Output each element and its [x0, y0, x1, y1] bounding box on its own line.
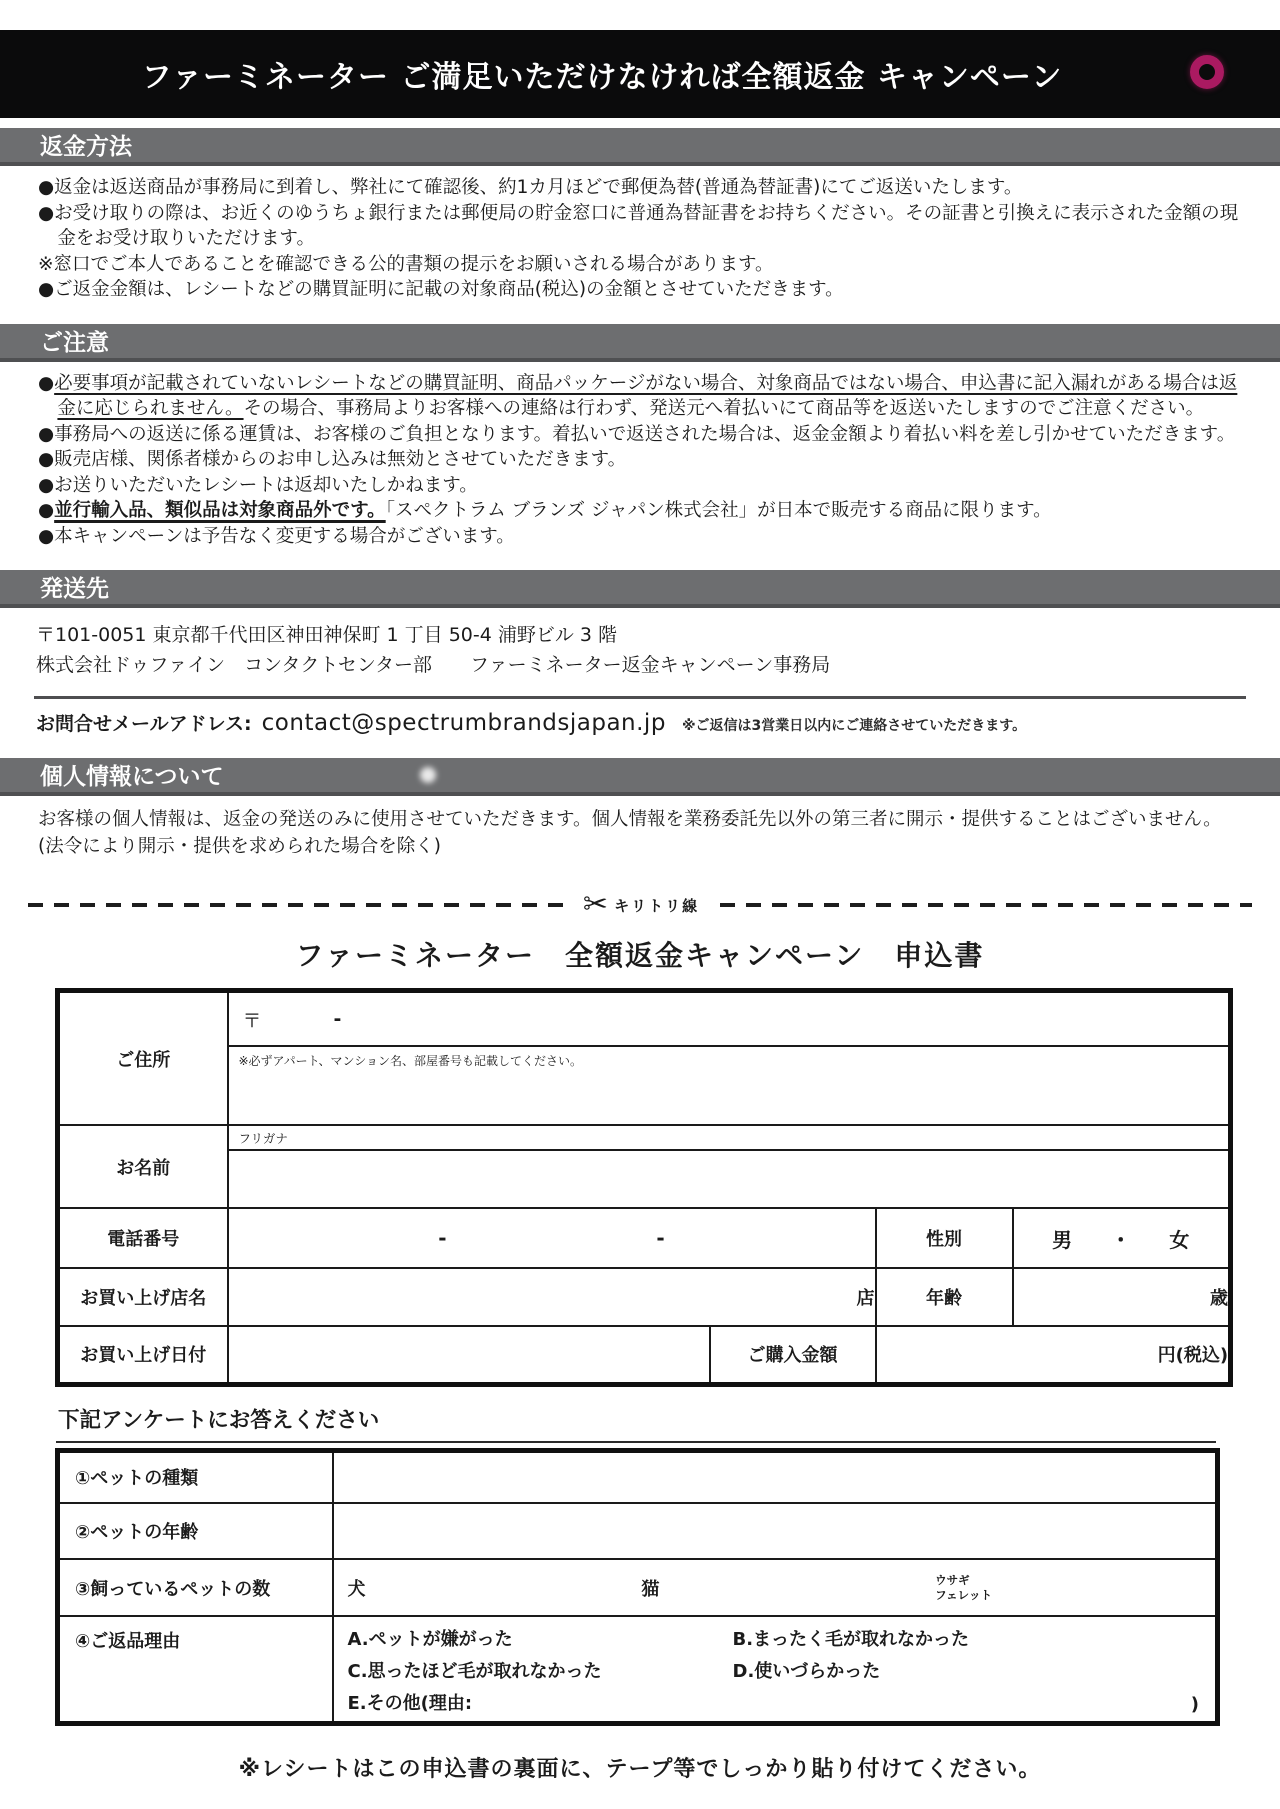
contact-email-address: contact@spectrumbrandsjapan.jp [261, 710, 666, 736]
contact-email-row [0, 699, 1280, 748]
amount-input-cell: 円(税込) [876, 1326, 1231, 1384]
caution-item: ●並行輸入品、類似品は対象商品外です。「スペクトラム ブランズ ジャパン株式会社」が日本で販売する商品に限ります。 [38, 500, 1052, 521]
bullet-icon: ● [38, 202, 55, 224]
bullet-icon: ● [38, 500, 55, 521]
reason-option-c: C.思ったほど毛が取れなかった [347, 1661, 602, 1682]
application-form-title: ファーミネーター 全額返金キャンペーン 申込書 [295, 939, 985, 972]
section-bar-shipping [0, 570, 1280, 608]
survey-heading: 下記アンケートにお答えください [56, 1401, 1216, 1443]
bullet-icon: ● [38, 474, 55, 496]
age-input-cell: 歳 [1013, 1268, 1231, 1326]
caution-item: ●販売店様、関係者様からのお申し込みは無効とさせていただきます。 [38, 449, 627, 470]
bullet-icon: ● [38, 372, 55, 394]
reason-option-a: A.ペットが嫌がった [347, 1629, 513, 1650]
campaign-title: ファーミネーター ご満足いただけなければ全額返金 キャンペーン [141, 60, 1063, 95]
refund-item: ●返金は返送商品が事務局に到着し、弊社にて確認後、約1カ月ほどで郵便為替(普通為替証書)にてご返送いたします。 [38, 177, 1023, 198]
name-label: お名前 [58, 1125, 228, 1208]
refund-item: ●お受け取りの際は、お近くのゆうちょ銀行または郵便局の貯金窓口に普通為替証書をお持ちください。その証書と引換えに表示された金額の現金をお受け取りいただけます。 [38, 202, 1239, 249]
pet-count-rabbit-ferret [921, 1573, 1215, 1603]
cut-line [28, 887, 1252, 922]
privacy-text: お客様の個人情報は、返金の発送のみに使用させていただきます。個人情報を業務委託先以外の第三者に開示・提供することはございません。(法令により開示・提供を求められた場合を除く) [38, 809, 1222, 857]
survey-row-return-reason [58, 1616, 1218, 1724]
form-row-store-age [58, 1268, 1231, 1326]
caution-item: ●お送りいただいたレシートは返却いたしかねます。 [38, 474, 478, 496]
form-row-name [58, 1125, 1231, 1208]
furigana-label: フリガナ [229, 1126, 1229, 1151]
cut-line-label: キリトリ線 [614, 896, 700, 915]
bullet-icon: ● [38, 279, 55, 300]
form-row-date-amount [58, 1326, 1231, 1384]
phone-label: 電話番号 [58, 1208, 228, 1268]
refund-item: ●ご返金金額は、レシートなどの購買証明に記載の対象商品(税込)の金額とさせていただきます。 [38, 279, 844, 300]
survey-row-pet-count [58, 1559, 1218, 1616]
postal-dash: - [333, 1008, 342, 1030]
form-row-address [58, 991, 1231, 1126]
amount-label: ご購入金額 [710, 1326, 876, 1384]
phone-dash: - [656, 1226, 665, 1250]
reason-option-e: E.その他(理由: [347, 1693, 473, 1714]
gender-male: 男 [1052, 1227, 1073, 1252]
scan-artifact-dot [420, 767, 436, 783]
bullet-icon: ● [38, 177, 55, 198]
gender-female: 女 [1169, 1227, 1190, 1252]
email-label: お問合せメールアドレス: [36, 713, 252, 735]
pet-count-label: ③飼っているペットの数 [58, 1559, 333, 1616]
cut-dash-right [709, 903, 1252, 907]
caution-item: ●事務局への返送に係る運賃は、お客様のご負担となります。着払いで返送された場合は、返金金額より着払い料を差し引かせていただきます。 [38, 423, 1236, 445]
caution-content [0, 362, 1280, 561]
store-label: お買い上げ店名 [58, 1268, 228, 1326]
survey-row-pet-type [58, 1450, 1218, 1503]
campaign-header-bar [0, 30, 1280, 118]
bullet-icon: ● [38, 525, 55, 547]
pet-count-rabbit: ウサギ [935, 1572, 970, 1587]
section-heading-privacy: 個人情報について [40, 764, 224, 790]
shipping-address-block [0, 608, 1280, 686]
section-bar-caution [0, 324, 1280, 362]
refund-item-note: ※窓口でご本人であることを確認できる公的書類の提示をお願いされる場合があります。 [38, 253, 774, 275]
pet-count-dog: 犬 [347, 1578, 366, 1600]
pet-count-cat: 猫 [641, 1578, 660, 1600]
receipt-attach-note: ※レシートはこの申込書の裏面に、テープ等でしっかり貼り付けてください。 [238, 1757, 1042, 1782]
address-label: ご住所 [58, 991, 228, 1126]
phone-input-cell [228, 1208, 876, 1268]
address-note: ※必ずアパート、マンション名、部屋番号も記載してください。 [238, 1054, 582, 1068]
date-input-cell [228, 1326, 710, 1384]
bullet-icon: ● [38, 423, 55, 445]
cut-dash-left [28, 903, 571, 907]
magenta-ring-logo-icon [1190, 55, 1224, 89]
postal-code-field [229, 993, 1229, 1047]
gender-label: 性別 [876, 1208, 1013, 1268]
address-input-cell [228, 991, 1231, 1126]
pet-age-answer-cell [333, 1503, 1218, 1559]
section-heading-shipping: 発送先 [40, 576, 109, 602]
reason-close-paren: ) [1190, 1694, 1199, 1715]
caution-item: ●必要事項が記載されていないレシートなどの購買証明、商品パッケージがない場合、対象商品ではない場合、申込書に記入漏れがある場合は返金に応じられません。その場合、事務局よりお客様への連絡は行わず、発送元へ着払いにて商品等を返送いたしますのでご注意ください。 [38, 372, 1238, 419]
date-label: お買い上げ日付 [58, 1326, 228, 1384]
email-reply-note: ※ご返信は3営業日以内にご連絡させていただきます。 [681, 718, 1027, 734]
form-row-phone-gender [58, 1208, 1231, 1268]
phone-dash: - [438, 1226, 447, 1250]
name-input-cell [228, 1125, 1231, 1208]
section-heading-caution: ご注意 [40, 329, 109, 356]
survey-row-pet-age [58, 1503, 1218, 1559]
return-reason-label: ④ご返品理由 [58, 1616, 333, 1724]
survey-table [55, 1448, 1220, 1727]
age-label: 年齢 [876, 1268, 1013, 1326]
reason-option-b: B.まったく毛が取れなかった [732, 1629, 970, 1650]
refund-method-content [0, 166, 1280, 314]
section-bar-privacy [0, 758, 1280, 796]
pet-age-label: ②ペットの年齢 [58, 1503, 333, 1559]
shipping-address-line2: 株式会社ドゥファイン コンタクトセンター部 ファーミネーター返金キャンペーン事務局 [36, 654, 831, 676]
bullet-icon: ● [38, 449, 55, 470]
section-bar-refund-method [0, 128, 1280, 166]
scissors-icon: ✂ [582, 887, 609, 922]
postal-mark: 〒 [242, 1009, 262, 1032]
name-write-area [229, 1151, 1229, 1207]
reason-option-d: D.使いづらかった [732, 1661, 881, 1682]
gender-separator: ・ [1110, 1227, 1131, 1252]
store-input-cell: 店 [228, 1268, 876, 1326]
shipping-address-line1: 〒101-0051 東京都千代田区神田神保町 1 丁目 50-4 浦野ビル 3 階 [36, 624, 618, 646]
gender-options-cell [1013, 1208, 1231, 1268]
pet-type-answer-cell [333, 1450, 1218, 1503]
pet-count-answer-cell [333, 1559, 1218, 1616]
pet-count-ferret: フェレット [935, 1587, 992, 1602]
pet-type-label: ①ペットの種類 [58, 1450, 333, 1503]
asterisk-marker: ※ [38, 253, 54, 275]
application-form-table [55, 988, 1233, 1387]
caution-item: ●本キャンペーンは予告なく変更する場合がございます。 [38, 525, 515, 547]
section-heading-refund-method: 返金方法 [40, 134, 132, 160]
return-reason-options-cell [333, 1616, 1218, 1724]
